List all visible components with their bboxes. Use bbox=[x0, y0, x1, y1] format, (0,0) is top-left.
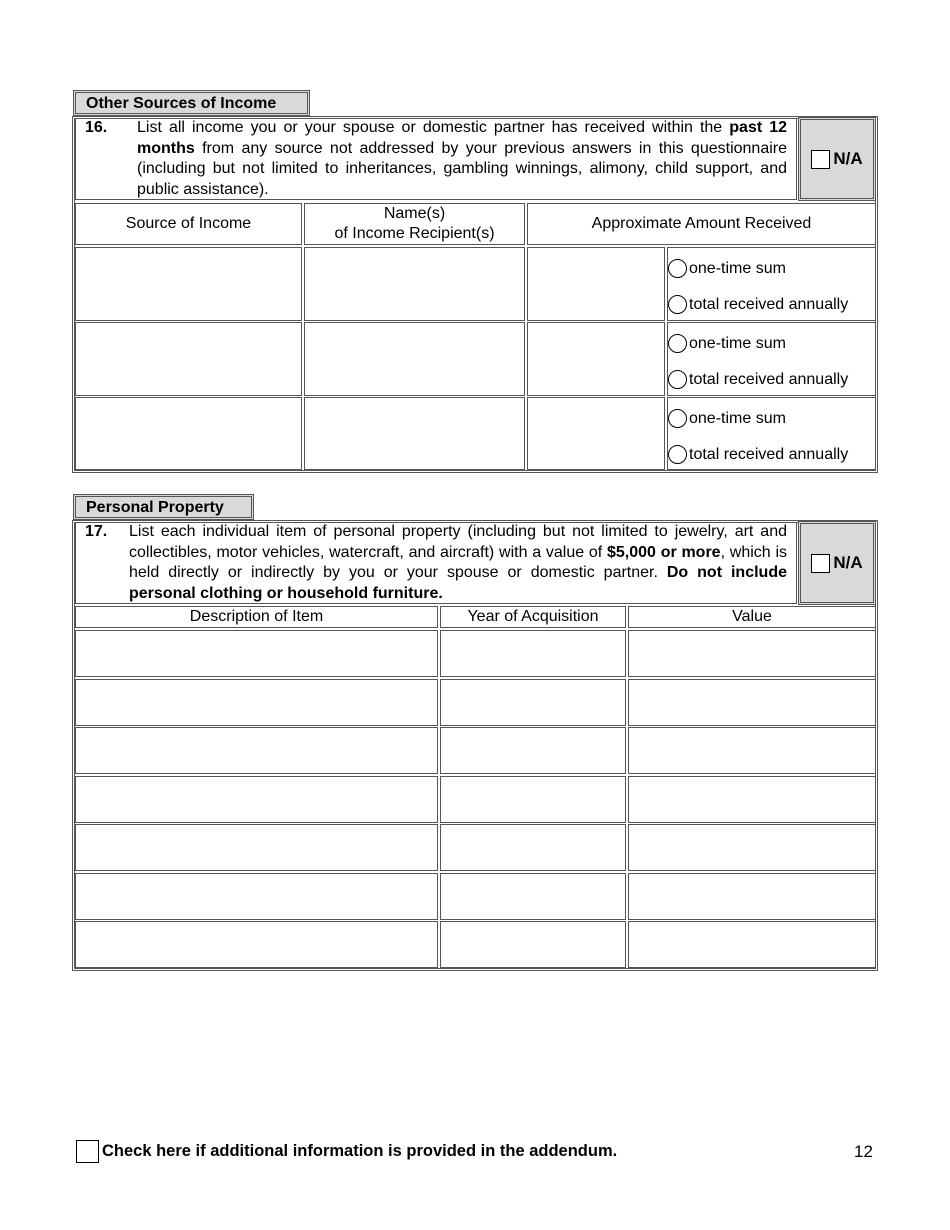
income-source-cell[interactable] bbox=[75, 322, 302, 396]
property-year-cell[interactable] bbox=[440, 776, 626, 823]
radio-circle[interactable] bbox=[668, 409, 687, 428]
property-description-cell[interactable] bbox=[75, 873, 438, 920]
radio-one-time-sum[interactable]: one-time sum bbox=[668, 259, 786, 278]
na-16-checkbox[interactable] bbox=[811, 150, 830, 169]
radio-circle[interactable] bbox=[668, 259, 687, 278]
page-number: 12 bbox=[854, 1142, 873, 1161]
property-year-cell[interactable] bbox=[440, 679, 626, 726]
property-year-cell[interactable] bbox=[440, 630, 626, 677]
property-year-cell[interactable] bbox=[440, 873, 626, 920]
header-source-of-income: Source of Income bbox=[75, 203, 302, 245]
question-16-number: 16. bbox=[85, 119, 108, 136]
property-value-cell[interactable] bbox=[628, 727, 876, 774]
income-recipient-cell[interactable] bbox=[304, 247, 525, 321]
property-description-cell[interactable] bbox=[75, 921, 438, 968]
addendum-label: Check here if additional information is provided in the addendum. bbox=[102, 1142, 618, 1160]
property-year-cell[interactable] bbox=[440, 824, 626, 871]
property-year-cell[interactable] bbox=[440, 921, 626, 968]
property-value-cell[interactable] bbox=[628, 921, 876, 968]
property-description-cell[interactable] bbox=[75, 776, 438, 823]
header-description-of-item: Description of Item bbox=[75, 606, 438, 628]
income-source-cell[interactable] bbox=[75, 247, 302, 321]
radio-total-annually[interactable]: total received annually bbox=[668, 295, 848, 314]
property-value-cell[interactable] bbox=[628, 679, 876, 726]
radio-one-time-sum[interactable]: one-time sum bbox=[668, 334, 786, 353]
radio-circle[interactable] bbox=[668, 445, 687, 464]
property-description-cell[interactable] bbox=[75, 824, 438, 871]
na-17-box bbox=[798, 521, 876, 605]
radio-total-annually[interactable]: total received annually bbox=[668, 370, 848, 389]
header-amount-received: Approximate Amount Received bbox=[527, 203, 876, 245]
na-17-label: N/A bbox=[833, 553, 863, 572]
property-year-cell[interactable] bbox=[440, 727, 626, 774]
radio-circle[interactable] bbox=[668, 370, 687, 389]
property-value-cell[interactable] bbox=[628, 873, 876, 920]
addendum-checkbox[interactable] bbox=[76, 1140, 99, 1163]
na-17-checkbox[interactable] bbox=[811, 554, 830, 573]
question-16-text: List all income you or your spouse or domestic partner has received within the past 12 months from any source not addressed by your previous answers in this questionnaire (including but not limited to inheritances, gambling winnings, alimony, child support, and public assistance). bbox=[137, 119, 788, 198]
header-year-of-acquisition: Year of Acquisition bbox=[440, 606, 626, 628]
question-17-number: 17. bbox=[85, 523, 108, 540]
section-17-title: Personal Property bbox=[73, 494, 254, 520]
na-16-label: N/A bbox=[833, 149, 863, 168]
property-value-cell[interactable] bbox=[628, 776, 876, 823]
na-16-box bbox=[798, 117, 876, 201]
header-value: Value bbox=[628, 606, 876, 628]
income-amount-cell[interactable] bbox=[527, 322, 665, 396]
property-value-cell[interactable] bbox=[628, 630, 876, 677]
header-income-recipients: Name(s) of Income Recipient(s) bbox=[304, 203, 525, 245]
radio-total-annually[interactable]: total received annually bbox=[668, 445, 848, 464]
radio-one-time-sum[interactable]: one-time sum bbox=[668, 409, 786, 428]
section-16-title: Other Sources of Income bbox=[73, 90, 310, 116]
income-source-cell[interactable] bbox=[75, 397, 302, 470]
income-amount-cell[interactable] bbox=[527, 247, 665, 321]
question-17-text: List each individual item of personal property (including but not limited to jewelry, art and collectibles, motor vehicles, watercraft, and aircraft) with a value of $5,000 or more, which is held directly or indirectly by you or your spouse or domestic partner. Do not include personal clothing or household furniture. bbox=[129, 523, 788, 602]
property-description-cell[interactable] bbox=[75, 727, 438, 774]
income-recipient-cell[interactable] bbox=[304, 322, 525, 396]
property-description-cell[interactable] bbox=[75, 679, 438, 726]
addendum-check bbox=[76, 1140, 617, 1163]
income-amount-cell[interactable] bbox=[527, 397, 665, 470]
property-description-cell[interactable] bbox=[75, 630, 438, 677]
property-value-cell[interactable] bbox=[628, 824, 876, 871]
radio-circle[interactable] bbox=[668, 295, 687, 314]
radio-circle[interactable] bbox=[668, 334, 687, 353]
income-recipient-cell[interactable] bbox=[304, 397, 525, 470]
